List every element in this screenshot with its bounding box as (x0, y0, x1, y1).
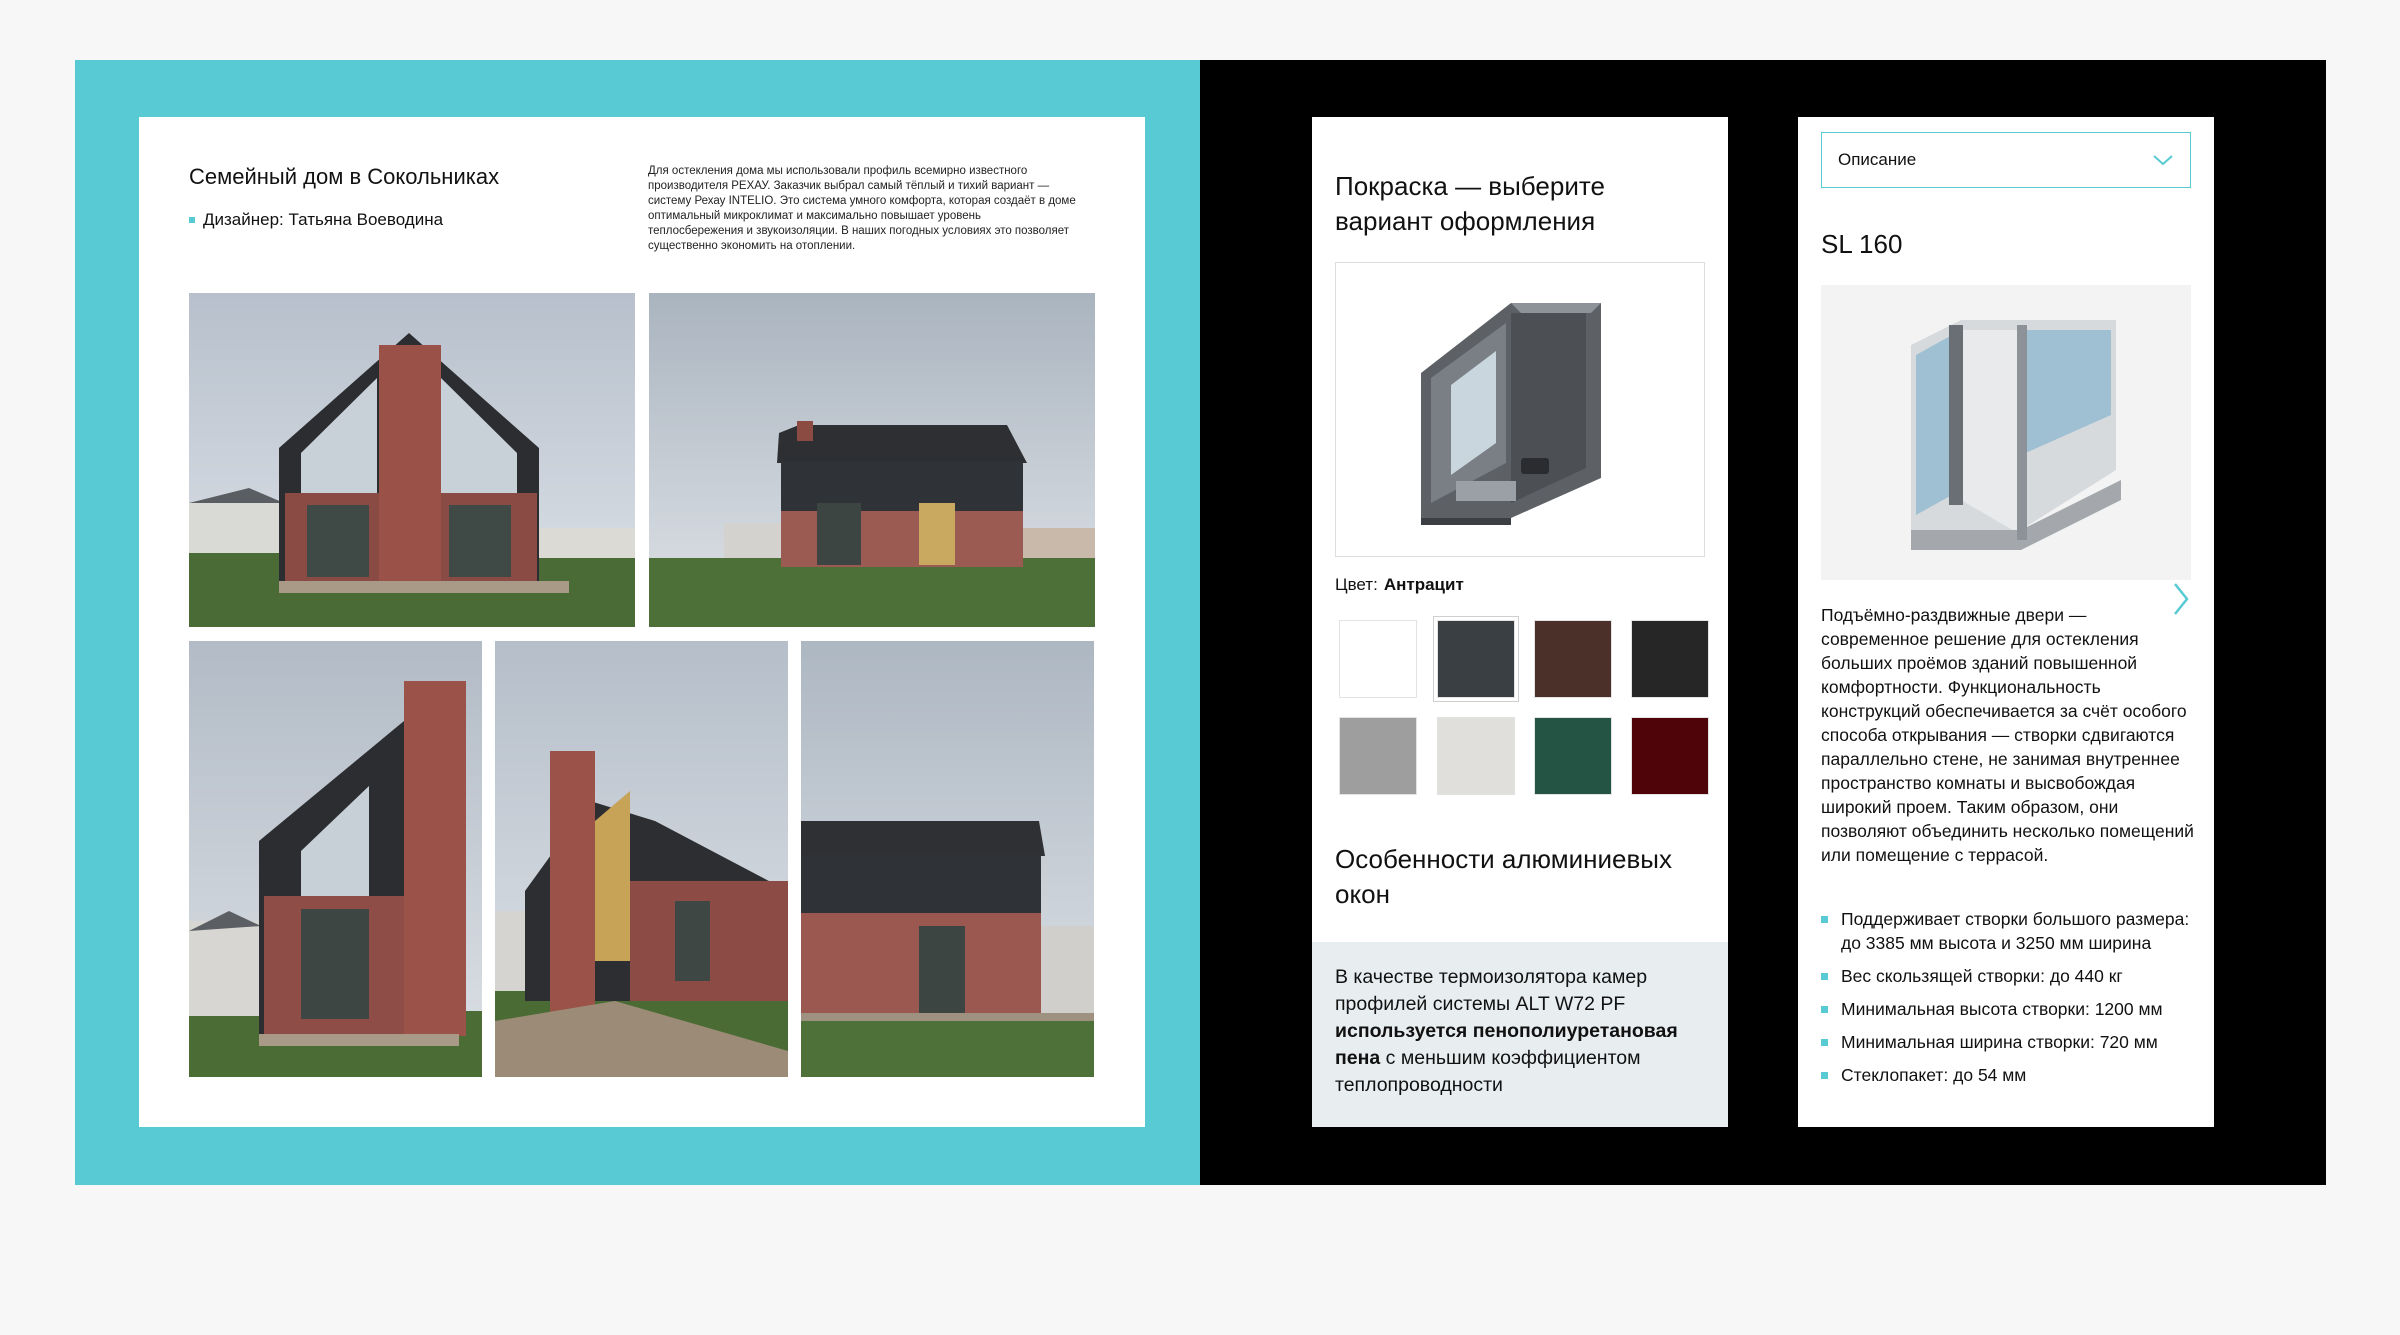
swatch-3[interactable] (1534, 620, 1612, 698)
paint-heading: Покраска — выберите вариант оформления (1335, 171, 1605, 236)
product-image (1821, 285, 2191, 580)
feature-item: Минимальная высота створки: 1200 мм (1821, 997, 2201, 1021)
designer-line (189, 210, 443, 230)
product-features (1821, 907, 2201, 1096)
description-select[interactable] (1821, 132, 2191, 188)
feature-item: Вес скользящей створки: до 440 кг (1821, 964, 2201, 988)
swatch-4[interactable] (1631, 620, 1709, 698)
designer-name: Дизайнер: Татьяна Воеводина (203, 210, 444, 229)
swatch-8[interactable] (1631, 717, 1709, 795)
feature-item: Минимальная ширина створки: 720 мм (1821, 1030, 2201, 1054)
swatch-1[interactable] (1339, 620, 1417, 698)
feature-item: Стеклопакет: до 54 мм (1821, 1063, 2201, 1087)
info-text-1: В качестве термоизолятора камер профилей системы ALT W72 PF (1335, 966, 1648, 1015)
info-text-2: с меньшим коэффициентом теплопроводности (1335, 1047, 1641, 1096)
select-value: Описание (1838, 150, 1917, 169)
chevron-down-icon (2152, 153, 2174, 167)
product-title: SL 160 (1821, 229, 1903, 259)
house-photo-1[interactable] (189, 293, 635, 627)
swatch-5[interactable] (1339, 717, 1417, 795)
project-card (139, 117, 1145, 1127)
info-text-bold: используется пенополиуретановая пена (1335, 1020, 1678, 1069)
window-profile-icon (1336, 263, 1706, 558)
selected-color-name: Антрацит (1383, 575, 1464, 594)
profile-image (1335, 262, 1705, 557)
bullet-icon (189, 217, 195, 223)
swatch-6[interactable] (1437, 717, 1515, 795)
swatch-7[interactable] (1534, 717, 1612, 795)
sliding-door-profile-icon (1821, 285, 2191, 580)
product-description: Подъёмно-раздвижные двери — современное решение для остекления больших проёмов зданий повышенной комфортности. Функциональность конструкций обеспечивается за счёт особого способа открывания — створки сдвигаются параллельно стене, не занимая внутреннее пространство комнаты и высвобождая широкий проем. Таким образом, они позволяют объединить несколько помещений или помещение с террасой. (1821, 605, 2194, 865)
house-photo-2[interactable] (649, 293, 1095, 627)
house-photo-3[interactable] (189, 641, 482, 1077)
info-box (1312, 942, 1728, 1127)
project-description: Для остекления дома мы использовали профиль всемирно известного производителя РЕХАУ. Заказчик выбрал самый тёплый и тихий вариант — систему Рехау INTELIO. Это система умного комфорта, которая создаёт в доме оптимальный микроклимат и максимально повышает уровень теплосбережения и звукоизоляции. В наших погодных условиях это позволяет существенно экономить на отоплении. (648, 165, 1076, 252)
swatch-2[interactable] (1437, 620, 1515, 698)
house-photo-4[interactable] (495, 641, 788, 1077)
features-title: Особенности алюминиевых окон (1335, 844, 1672, 909)
color-label (1335, 575, 1464, 595)
house-photo-5[interactable] (801, 641, 1094, 1077)
color-label-text: Цвет: (1335, 575, 1378, 594)
paint-card (1312, 117, 1728, 1127)
project-title: Семейный дом в Сокольниках (189, 164, 500, 189)
sl-card (1798, 117, 2214, 1127)
feature-item: Поддерживает створки большого размера: до 3385 мм высота и 3250 мм ширина (1821, 907, 2201, 955)
